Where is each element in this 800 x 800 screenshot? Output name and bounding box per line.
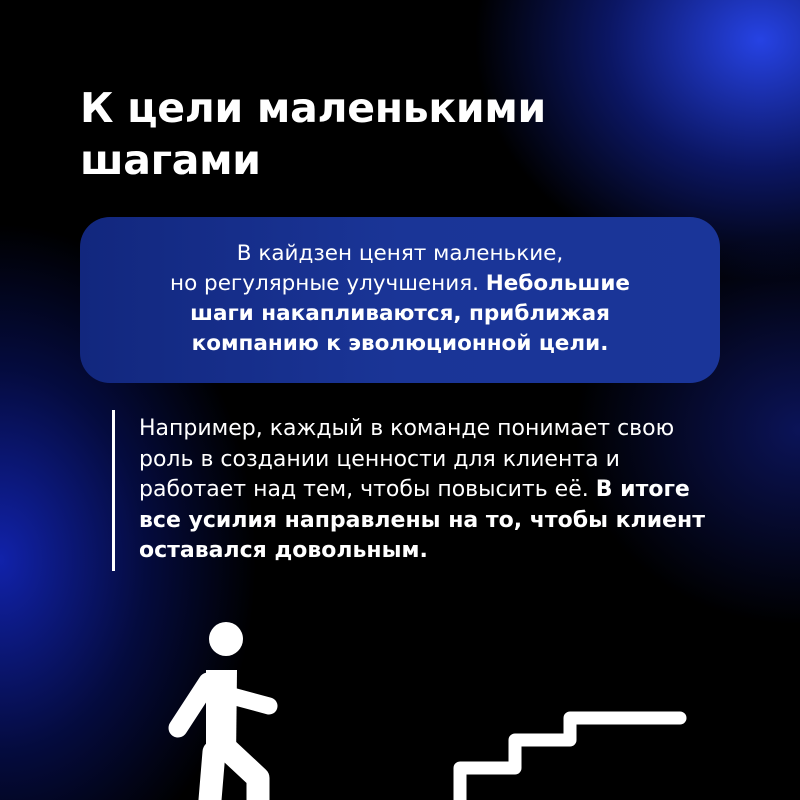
highlight-card — [80, 217, 720, 383]
page-title: К цели маленькими шагами — [80, 84, 546, 184]
stairs-icon — [460, 718, 680, 800]
example-quote — [112, 410, 732, 571]
illustration — [0, 600, 800, 800]
quote-regular-text: Например, каждый в команде понимает свою роль в создании ценности для клиента и работает над тем, чтобы повысить её. — [139, 416, 675, 502]
card-line-2-bold: Небольшие — [485, 271, 630, 296]
card-line-4-bold: компанию к эволюционной цели. — [191, 331, 609, 356]
walking-person-icon — [178, 622, 269, 800]
card-line-3-bold: шаги накапливаются, приближая — [190, 301, 610, 326]
card-line-1: В кайдзен ценят маленькие, — [236, 241, 564, 266]
card-line-2-regular: но регулярные улучшения. — [170, 271, 486, 296]
quote-bold-text: В итоге все усилия направлены на то, чтобы клиент оставался довольным. — [139, 477, 706, 563]
